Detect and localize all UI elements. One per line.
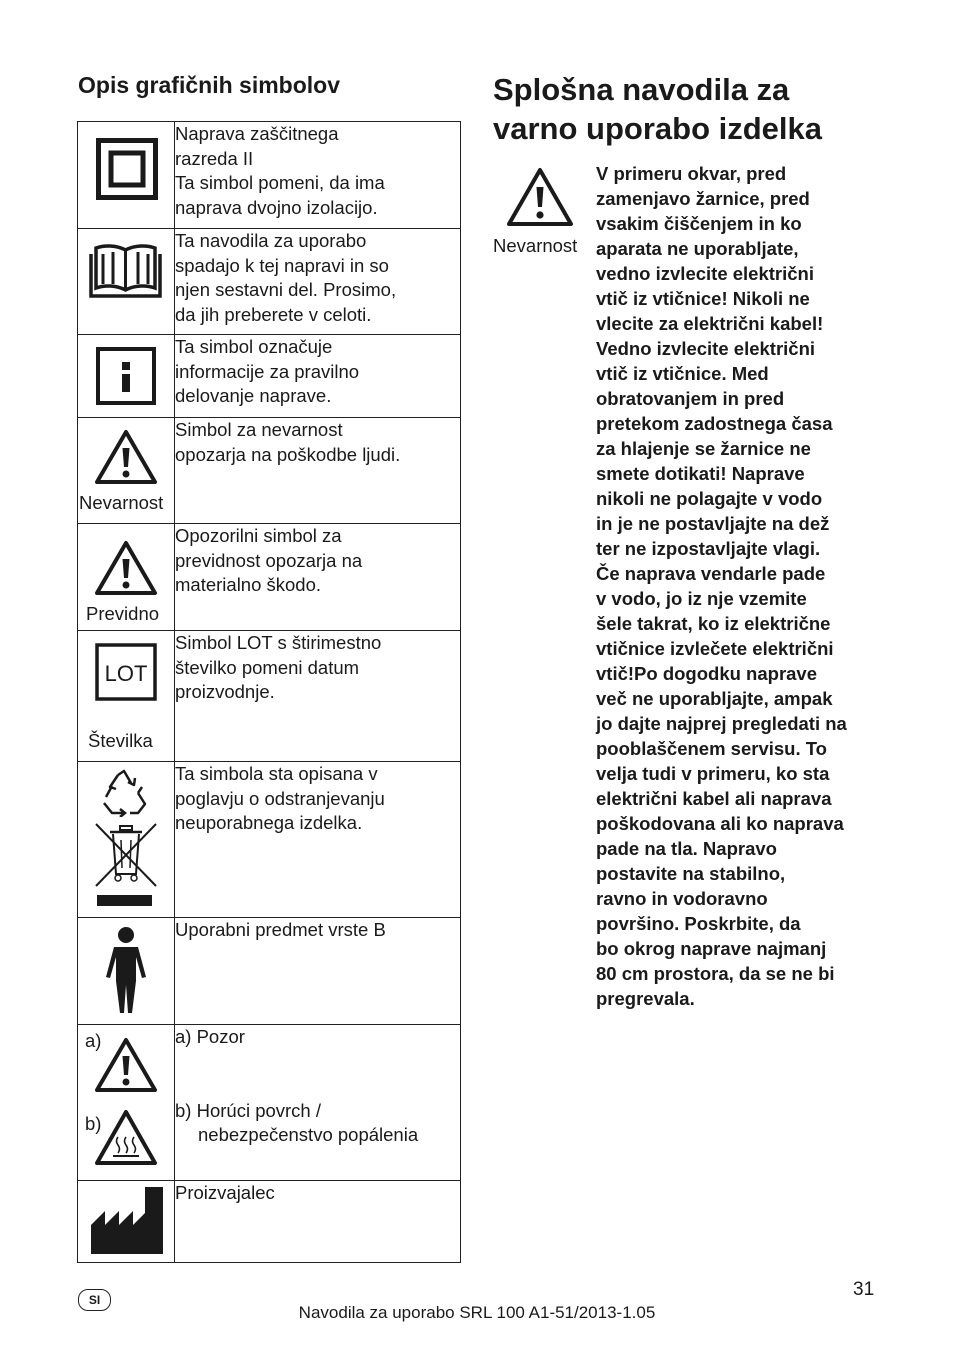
row-text: Ta simbola sta opisana v (175, 763, 378, 784)
footer-text: Navodila za uporabo SRL 100 A1-51/2013-1.05 (298, 1303, 656, 1322)
body-line: šele takrat, ko iz električne (596, 613, 831, 634)
symbols-table (77, 121, 461, 1263)
body-line: pade na tla. Napravo (596, 838, 777, 859)
row-text: opozarja na poškodbe ljudi. (175, 443, 401, 465)
body-line: vlecite za električni kabel! (596, 313, 824, 334)
lot-icon (95, 643, 157, 701)
row-text: poglavju o odstranjevanju (175, 787, 385, 809)
lot-icon-text: LOT (104, 661, 148, 686)
info-icon (96, 347, 156, 405)
body-line: električni kabel ali naprava (596, 788, 832, 809)
body-line: ravno in vodoravno (596, 888, 768, 909)
row-text: številko pomeni datum (175, 656, 360, 678)
title-line: varno uporabo izdelka (493, 111, 823, 146)
manual-book-icon (88, 242, 163, 300)
table-row (78, 762, 461, 918)
safety-instructions-text (596, 161, 886, 1011)
row-text: Ta simbol označuje (175, 336, 333, 357)
row-text: njen sestavni del. Prosimo, (175, 279, 397, 300)
row-text: a) Pozor (175, 1026, 245, 1047)
danger-caption: Nevarnost (493, 235, 578, 256)
body-line: v vodo, jo iz nje vzemite (596, 588, 807, 609)
table-row (78, 229, 461, 335)
row-text: proizvodnje. (175, 681, 275, 702)
row-text: da jih preberete v celoti. (175, 303, 372, 325)
body-line: vtič iz vtičnice. Med (596, 363, 769, 384)
title-line: Splošna navodila za (493, 72, 790, 107)
table-row (78, 1025, 461, 1181)
page-number: 31 (853, 1279, 875, 1300)
attention-warning-icon (94, 1037, 158, 1093)
table-row (78, 418, 461, 524)
body-line: pregrevala. (596, 988, 695, 1009)
row-text: Proizvajalec (175, 1182, 275, 1203)
body-line: površino. Poskrbite, da (596, 913, 801, 934)
country-badge: SI (78, 1289, 111, 1311)
crossed-bin-icon (94, 820, 158, 910)
body-line: vtič iz vtičnice! Nikoli ne (596, 288, 810, 309)
table-row (78, 524, 461, 631)
symbols-section-title: Opis grafičnih simbolov (78, 72, 340, 98)
row-text: Ta navodila za uporabo (175, 230, 367, 251)
body-line: vtič!Po dogodku naprave (596, 663, 818, 684)
row-text: spadajo k tej napravi in so (175, 254, 389, 276)
body-line: postavite na stabilno, (596, 863, 786, 884)
caution-warning-icon (94, 540, 158, 596)
body-line: pretekom zadostnega časa (596, 413, 833, 434)
body-line: bo okrog naprave najmanj (596, 938, 827, 959)
body-line: nikoli ne polagajte v vodo (596, 488, 823, 509)
row-text: previdnost opozarja na (175, 549, 363, 571)
body-line: zamenjavo žarnice, pred (596, 188, 810, 209)
manufacturer-icon (90, 1187, 164, 1255)
body-line: Če naprava vendarle pade (596, 563, 826, 584)
body-line: jo dajte najprej pregledati na (596, 713, 847, 734)
danger-warning-icon (506, 167, 574, 227)
label-a: a) (85, 1030, 102, 1051)
body-line: obratovanjem in pred (596, 388, 785, 409)
row-text: informacije za pravilno (175, 360, 360, 382)
label-b: b) (85, 1113, 102, 1134)
row-text: Uporabni predmet vrste B (175, 919, 386, 940)
icon-caption: Previdno (86, 603, 160, 624)
body-line: pooblaščenem servisu. To (596, 738, 827, 759)
body-line: in je ne postavljajte na dež (596, 513, 830, 534)
row-text: razreda II (175, 147, 254, 169)
body-line: vsakim čiščenjem in ko (596, 213, 802, 234)
recycling-icon (98, 769, 150, 817)
row-text: delovanje naprave. (175, 385, 332, 406)
type-b-person-icon (102, 925, 150, 1017)
table-row (78, 1181, 461, 1263)
row-text: Opozorilni simbol za (175, 525, 342, 546)
protection-class-ii-icon (96, 138, 158, 200)
danger-warning-icon (94, 429, 158, 485)
row-text: neuporabnega izdelka. (175, 812, 363, 833)
body-line: Vedno izvlecite električni (596, 338, 816, 359)
row-text: Simbol za nevarnost (175, 419, 343, 440)
row-text: nebezpečenstvo popálenia (198, 1124, 419, 1145)
body-line: več ne uporabljajte, ampak (596, 688, 833, 709)
body-line: za hlajenje se žarnice ne (596, 438, 811, 459)
row-text: b) Horúci povrch / (175, 1099, 321, 1121)
row-text: materialno škodo. (175, 574, 322, 595)
safety-section-title (493, 70, 913, 148)
hot-surface-icon (94, 1109, 158, 1167)
row-text: Simbol LOT s štirimestno (175, 632, 382, 653)
body-line: ter ne izpostavljajte vlagi. (596, 538, 821, 559)
document-footer (0, 1303, 954, 1323)
table-row (78, 918, 461, 1025)
table-row (78, 335, 461, 418)
body-line: 80 cm prostora, da se ne bi (596, 963, 835, 984)
body-line: poškodovana ali ko naprava (596, 813, 844, 834)
body-line: velja tudi v primeru, ko sta (596, 763, 830, 784)
table-row (78, 122, 461, 229)
row-text: Naprava zaščitnega (175, 123, 339, 144)
body-line: aparata ne uporabljate, (596, 238, 799, 259)
body-line: V primeru okvar, pred (596, 163, 787, 184)
icon-caption: Nevarnost (79, 492, 164, 513)
table-row (78, 631, 461, 762)
row-text: naprava dvojno izolacijo. (175, 196, 378, 218)
body-line: vtičnice izvlečete električni (596, 638, 834, 659)
body-line: smete dotikati! Naprave (596, 463, 805, 484)
body-line: vedno izvlecite električni (596, 263, 814, 284)
row-text: Ta simbol pomeni, da ima (175, 172, 385, 193)
icon-caption: Številka (88, 730, 153, 751)
